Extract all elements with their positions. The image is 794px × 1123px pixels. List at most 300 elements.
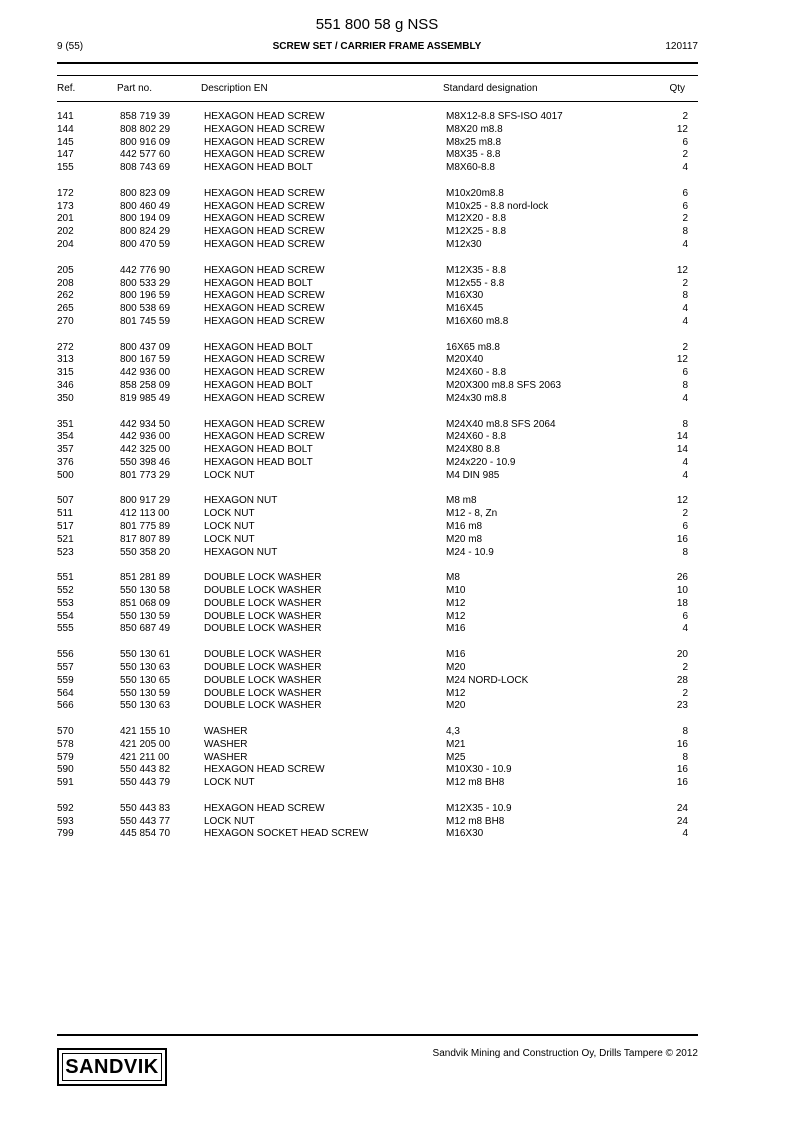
- cell-ref: 552: [57, 585, 74, 597]
- cell-qty: 16: [676, 764, 688, 776]
- table-row: [0, 226, 794, 239]
- table-row: [0, 598, 794, 611]
- table-row: [0, 124, 794, 137]
- cell-part-no: 851 281 89: [120, 572, 171, 584]
- cell-description: HEXAGON HEAD BOLT: [204, 162, 313, 174]
- cell-ref: 511: [57, 508, 73, 520]
- table-row: [0, 316, 794, 329]
- parts-group: [0, 342, 794, 406]
- cell-qty: 14: [676, 431, 688, 443]
- cell-description: HEXAGON HEAD SCREW: [204, 431, 325, 443]
- cell-qty: 4: [682, 303, 688, 315]
- cell-description: HEXAGON HEAD BOLT: [204, 341, 313, 353]
- cell-standard: M12 - 8, Zn: [446, 508, 498, 520]
- cell-part-no: 412 113 00: [120, 508, 170, 520]
- cell-ref: 144: [57, 123, 74, 135]
- parts-group: [0, 649, 794, 713]
- cell-ref: 357: [57, 444, 74, 456]
- cell-description: HEXAGON HEAD SCREW: [204, 213, 325, 225]
- cell-standard: 16X65 m8.8: [446, 341, 500, 353]
- cell-part-no: 442 325 00: [120, 444, 171, 456]
- cell-part-no: 442 776 90: [120, 264, 171, 276]
- cell-ref: 557: [57, 661, 74, 673]
- cell-qty: 12: [676, 354, 688, 366]
- cell-standard: M12: [446, 610, 466, 622]
- cell-ref: 507: [57, 495, 74, 507]
- cell-part-no: 800 194 09: [120, 213, 171, 225]
- cell-ref: 173: [57, 200, 74, 212]
- cell-part-no: 800 167 59: [120, 354, 171, 366]
- cell-description: HEXAGON HEAD SCREW: [204, 136, 325, 148]
- cell-qty: 12: [676, 264, 688, 276]
- cell-qty: 8: [682, 751, 688, 763]
- cell-ref: 147: [57, 149, 74, 161]
- col-header-ref: Ref.: [57, 83, 76, 94]
- header-rule: [57, 62, 698, 64]
- cell-qty: 6: [682, 610, 688, 622]
- cell-standard: M25: [446, 751, 466, 763]
- cell-part-no: 550 130 59: [120, 687, 171, 699]
- cell-standard: M16X30: [446, 290, 484, 302]
- cell-qty: 24: [676, 802, 688, 814]
- cell-part-no: 550 130 63: [120, 661, 171, 673]
- table-row: [0, 534, 794, 547]
- cell-standard: M24X60 - 8.8: [446, 367, 507, 379]
- col-header-part-no: Part no.: [117, 83, 153, 94]
- cell-standard: M8X20 m8.8: [446, 123, 503, 135]
- cell-description: HEXAGON HEAD SCREW: [204, 123, 325, 135]
- cell-qty: 28: [676, 674, 688, 686]
- cell-part-no: 442 577 60: [120, 149, 171, 161]
- cell-qty: 2: [682, 687, 688, 699]
- table-row: [0, 419, 794, 432]
- cell-description: WASHER: [204, 726, 248, 737]
- cell-qty: 2: [682, 111, 688, 122]
- cell-qty: 8: [682, 726, 688, 737]
- cell-description: LOCK NUT: [204, 777, 255, 789]
- cell-part-no: 550 130 63: [120, 700, 171, 712]
- cell-description: HEXAGON SOCKET HEAD SCREW: [204, 828, 369, 840]
- column-header-top-rule: [57, 75, 698, 76]
- cell-qty: 2: [682, 508, 688, 520]
- cell-part-no: 817 807 89: [120, 533, 171, 545]
- cell-part-no: 801 745 59: [120, 315, 171, 327]
- cell-standard: M16X30: [446, 828, 484, 840]
- column-headers: [0, 83, 794, 97]
- table-row: [0, 303, 794, 316]
- cell-part-no: 550 443 77: [120, 815, 171, 827]
- table-row: [0, 649, 794, 662]
- cell-part-no: 800 824 29: [120, 226, 171, 238]
- cell-ref: 521: [57, 533, 74, 545]
- col-header-qty: Qty: [669, 83, 685, 94]
- cell-qty: 6: [682, 520, 688, 532]
- cell-standard: M20X300 m8.8 SFS 2063: [446, 380, 562, 392]
- cell-standard: 4,3: [446, 726, 460, 737]
- parts-group: [0, 495, 794, 559]
- cell-qty: 12: [676, 123, 688, 135]
- table-row: [0, 508, 794, 521]
- cell-part-no: 850 687 49: [120, 623, 171, 635]
- cell-qty: 8: [682, 226, 688, 238]
- cell-qty: 10: [676, 585, 688, 597]
- cell-ref: 559: [57, 674, 74, 686]
- cell-standard: M24x30 m8.8: [446, 392, 507, 404]
- cell-qty: 6: [682, 200, 688, 212]
- cell-qty: 2: [682, 149, 688, 161]
- cell-standard: M21: [446, 738, 466, 750]
- cell-standard: M24 NORD-LOCK: [446, 674, 529, 686]
- cell-qty: 23: [676, 700, 688, 712]
- parts-group: [0, 419, 794, 483]
- cell-qty: 16: [676, 738, 688, 750]
- table-row: [0, 137, 794, 150]
- table-row: [0, 213, 794, 226]
- cell-standard: M12 m8 BH8: [446, 777, 505, 789]
- cell-ref: 579: [57, 751, 74, 763]
- cell-ref: 591: [57, 777, 74, 789]
- cell-ref: 354: [57, 431, 74, 443]
- cell-ref: 570: [57, 726, 74, 737]
- cell-part-no: 808 802 29: [120, 123, 171, 135]
- cell-description: HEXAGON HEAD SCREW: [204, 290, 325, 302]
- cell-part-no: 550 443 83: [120, 802, 171, 814]
- cell-qty: 6: [682, 187, 688, 199]
- cell-part-no: 550 398 46: [120, 456, 171, 468]
- table-row: [0, 688, 794, 701]
- cell-description: HEXAGON HEAD BOLT: [204, 444, 313, 456]
- parts-list: [0, 111, 794, 854]
- cell-description: HEXAGON NUT: [204, 495, 278, 507]
- cell-standard: M24X80 8.8: [446, 444, 500, 456]
- col-header-standard: Standard designation: [443, 83, 538, 94]
- parts-group: [0, 726, 794, 790]
- cell-part-no: 442 936 00: [120, 431, 171, 443]
- doc-title: SCREW SET / CARRIER FRAME ASSEMBLY: [272, 41, 482, 52]
- cell-description: HEXAGON HEAD SCREW: [204, 802, 325, 814]
- cell-qty: 20: [676, 649, 688, 661]
- cell-qty: 4: [682, 469, 688, 481]
- cell-standard: M24X40 m8.8 SFS 2064: [446, 418, 556, 430]
- cell-ref: 578: [57, 738, 74, 750]
- cell-standard: M12X35 - 10.9: [446, 802, 512, 814]
- cell-ref: 272: [57, 341, 74, 353]
- cell-standard: M4 DIN 985: [446, 469, 500, 481]
- cell-description: LOCK NUT: [204, 508, 255, 520]
- cell-description: HEXAGON HEAD SCREW: [204, 764, 325, 776]
- cell-qty: 8: [682, 418, 688, 430]
- cell-part-no: 550 443 82: [120, 764, 171, 776]
- cell-qty: 2: [682, 341, 688, 353]
- cell-description: DOUBLE LOCK WASHER: [204, 700, 322, 712]
- cell-standard: M8x25 m8.8: [446, 136, 502, 148]
- cell-standard: M8X60-8.8: [446, 162, 495, 174]
- cell-ref: 555: [57, 623, 74, 635]
- table-row: [0, 739, 794, 752]
- cell-standard: M24 - 10.9: [446, 546, 494, 558]
- cell-description: DOUBLE LOCK WASHER: [204, 610, 322, 622]
- cell-ref: 564: [57, 687, 74, 699]
- cell-part-no: 858 258 09: [120, 380, 171, 392]
- cell-description: HEXAGON HEAD SCREW: [204, 418, 325, 430]
- cell-description: LOCK NUT: [204, 469, 255, 481]
- cell-description: HEXAGON HEAD SCREW: [204, 200, 325, 212]
- cell-ref: 262: [57, 290, 74, 302]
- table-row: [0, 342, 794, 355]
- column-header-bottom-rule: [57, 101, 698, 102]
- page-number: 9 (55): [57, 41, 84, 52]
- cell-description: HEXAGON HEAD SCREW: [204, 303, 325, 315]
- table-row: [0, 444, 794, 457]
- table-row: [0, 828, 794, 841]
- cell-description: HEXAGON HEAD BOLT: [204, 380, 313, 392]
- cell-qty: 8: [682, 290, 688, 302]
- table-row: [0, 764, 794, 777]
- cell-part-no: 801 773 29: [120, 469, 171, 481]
- cell-part-no: 421 211 00: [120, 751, 170, 763]
- cell-description: DOUBLE LOCK WASHER: [204, 585, 322, 597]
- table-row: [0, 367, 794, 380]
- cell-description: HEXAGON NUT: [204, 546, 278, 558]
- cell-description: LOCK NUT: [204, 520, 255, 532]
- cell-description: DOUBLE LOCK WASHER: [204, 572, 322, 584]
- table-row: [0, 380, 794, 393]
- cell-description: HEXAGON HEAD SCREW: [204, 264, 325, 276]
- cell-qty: 2: [682, 213, 688, 225]
- cell-part-no: 800 823 09: [120, 187, 171, 199]
- cell-qty: 4: [682, 162, 688, 174]
- cell-qty: 24: [676, 815, 688, 827]
- sandvik-logo-text: SANDVIK: [62, 1053, 162, 1081]
- cell-standard: M16: [446, 623, 466, 635]
- cell-standard: M12: [446, 687, 466, 699]
- cell-ref: 517: [57, 520, 74, 532]
- cell-standard: M8 m8: [446, 495, 477, 507]
- cell-ref: 551: [57, 572, 74, 584]
- cell-standard: M12x30: [446, 239, 482, 251]
- cell-part-no: 800 917 29: [120, 495, 171, 507]
- cell-ref: 592: [57, 802, 74, 814]
- cell-description: DOUBLE LOCK WASHER: [204, 674, 322, 686]
- cell-description: DOUBLE LOCK WASHER: [204, 623, 322, 635]
- cell-standard: M12x55 - 8.8: [446, 277, 505, 289]
- parts-group: [0, 265, 794, 329]
- cell-ref: 172: [57, 187, 74, 199]
- sandvik-logo: [57, 1048, 167, 1086]
- cell-ref: 145: [57, 136, 74, 148]
- cell-qty: 4: [682, 456, 688, 468]
- cell-part-no: 801 775 89: [120, 520, 171, 532]
- table-row: [0, 547, 794, 560]
- table-row: [0, 354, 794, 367]
- cell-part-no: 800 538 69: [120, 303, 171, 315]
- cell-qty: 2: [682, 661, 688, 673]
- table-row: [0, 611, 794, 624]
- cell-qty: 8: [682, 380, 688, 392]
- cell-qty: 26: [676, 572, 688, 584]
- cell-standard: M8: [446, 572, 460, 584]
- table-row: [0, 188, 794, 201]
- cell-standard: M8X35 - 8.8: [446, 149, 501, 161]
- cell-standard: M20: [446, 661, 466, 673]
- parts-group: [0, 188, 794, 252]
- table-row: [0, 521, 794, 534]
- cell-ref: 315: [57, 367, 74, 379]
- col-header-description: Description EN: [201, 83, 268, 94]
- cell-part-no: 800 916 09: [120, 136, 171, 148]
- cell-ref: 265: [57, 303, 74, 315]
- cell-description: HEXAGON HEAD SCREW: [204, 149, 325, 161]
- cell-standard: M16: [446, 649, 466, 661]
- cell-part-no: 445 854 70: [120, 828, 171, 840]
- cell-ref: 313: [57, 354, 74, 366]
- cell-ref: 270: [57, 315, 74, 327]
- table-row: [0, 431, 794, 444]
- cell-standard: M16 m8: [446, 520, 483, 532]
- parts-group: [0, 111, 794, 175]
- cell-ref: 553: [57, 597, 74, 609]
- table-row: [0, 700, 794, 713]
- cell-part-no: 800 196 59: [120, 290, 171, 302]
- cell-qty: 4: [682, 623, 688, 635]
- cell-ref: 566: [57, 700, 74, 712]
- cell-qty: 4: [682, 828, 688, 840]
- cell-standard: M24x220 - 10.9: [446, 456, 516, 468]
- cell-ref: 351: [57, 418, 74, 430]
- table-row: [0, 149, 794, 162]
- table-row: [0, 752, 794, 765]
- table-row: [0, 803, 794, 816]
- cell-standard: M20X40: [446, 354, 484, 366]
- table-row: [0, 623, 794, 636]
- cell-standard: M10: [446, 585, 466, 597]
- table-row: [0, 457, 794, 470]
- cell-qty: 16: [676, 777, 688, 789]
- cell-ref: 350: [57, 392, 74, 404]
- cell-description: DOUBLE LOCK WASHER: [204, 597, 322, 609]
- cell-description: LOCK NUT: [204, 815, 255, 827]
- table-row: [0, 290, 794, 303]
- table-row: [0, 675, 794, 688]
- copyright: Sandvik Mining and Construction Oy, Drills Tampere © 2012: [432, 1048, 698, 1059]
- cell-qty: 18: [676, 597, 688, 609]
- table-row: [0, 265, 794, 278]
- cell-ref: 590: [57, 764, 74, 776]
- cell-standard: M10x25 - 8.8 nord-lock: [446, 200, 549, 212]
- cell-ref: 346: [57, 380, 74, 392]
- cell-part-no: 550 130 58: [120, 585, 171, 597]
- cell-standard: M10x20m8.8: [446, 187, 504, 199]
- cell-description: HEXAGON HEAD SCREW: [204, 354, 325, 366]
- cell-part-no: 808 743 69: [120, 162, 171, 174]
- cell-part-no: 858 719 39: [120, 111, 171, 122]
- cell-description: WASHER: [204, 738, 248, 750]
- cell-description: DOUBLE LOCK WASHER: [204, 661, 322, 673]
- cell-qty: 4: [682, 392, 688, 404]
- cell-description: DOUBLE LOCK WASHER: [204, 649, 322, 661]
- cell-part-no: 550 130 65: [120, 674, 171, 686]
- table-row: [0, 726, 794, 739]
- cell-description: WASHER: [204, 751, 248, 763]
- cell-standard: M20 m8: [446, 533, 483, 545]
- cell-ref: 376: [57, 456, 74, 468]
- date-code: 120117: [665, 41, 698, 52]
- cell-ref: 523: [57, 546, 74, 558]
- cell-part-no: 421 205 00: [120, 738, 171, 750]
- cell-ref: 141: [57, 111, 74, 122]
- table-row: [0, 111, 794, 124]
- cell-description: HEXAGON HEAD BOLT: [204, 277, 313, 289]
- table-row: [0, 239, 794, 252]
- cell-qty: 2: [682, 277, 688, 289]
- table-row: [0, 777, 794, 790]
- cell-part-no: 800 533 29: [120, 277, 171, 289]
- cell-part-no: 421 155 10: [120, 726, 171, 737]
- cell-ref: 556: [57, 649, 74, 661]
- cell-part-no: 819 985 49: [120, 392, 171, 404]
- cell-ref: 208: [57, 277, 74, 289]
- cell-qty: 12: [676, 495, 688, 507]
- cell-standard: M12X20 - 8.8: [446, 213, 507, 225]
- parts-group: [0, 803, 794, 841]
- cell-standard: M16X45: [446, 303, 484, 315]
- table-row: [0, 495, 794, 508]
- cell-part-no: 800 437 09: [120, 341, 171, 353]
- cell-qty: 4: [682, 315, 688, 327]
- cell-ref: 201: [57, 213, 74, 225]
- cell-description: HEXAGON HEAD SCREW: [204, 315, 325, 327]
- cell-description: HEXAGON HEAD SCREW: [204, 392, 325, 404]
- cell-ref: 155: [57, 162, 74, 174]
- cell-standard: M12: [446, 597, 466, 609]
- footer-rule: [57, 1034, 698, 1036]
- doc-number: 551 800 58 g NSS: [315, 16, 439, 33]
- cell-description: HEXAGON HEAD SCREW: [204, 111, 325, 122]
- parts-group: [0, 572, 794, 636]
- cell-part-no: 550 130 59: [120, 610, 171, 622]
- cell-ref: 204: [57, 239, 74, 251]
- cell-qty: 16: [676, 533, 688, 545]
- cell-ref: 799: [57, 828, 74, 840]
- cell-part-no: 800 470 59: [120, 239, 171, 251]
- cell-part-no: 442 934 50: [120, 418, 171, 430]
- table-row: [0, 470, 794, 483]
- cell-qty: 4: [682, 239, 688, 251]
- cell-qty: 14: [676, 444, 688, 456]
- cell-part-no: 851 068 09: [120, 597, 171, 609]
- cell-description: HEXAGON HEAD BOLT: [204, 456, 313, 468]
- cell-ref: 202: [57, 226, 74, 238]
- cell-standard: M12 m8 BH8: [446, 815, 505, 827]
- cell-standard: M20: [446, 700, 466, 712]
- cell-qty: 6: [682, 136, 688, 148]
- table-row: [0, 585, 794, 598]
- cell-ref: 593: [57, 815, 74, 827]
- cell-part-no: 550 358 20: [120, 546, 171, 558]
- cell-part-no: 442 936 00: [120, 367, 171, 379]
- table-row: [0, 162, 794, 175]
- cell-qty: 8: [682, 546, 688, 558]
- table-row: [0, 278, 794, 291]
- cell-description: HEXAGON HEAD SCREW: [204, 239, 325, 251]
- cell-ref: 205: [57, 264, 74, 276]
- table-row: [0, 572, 794, 585]
- cell-description: DOUBLE LOCK WASHER: [204, 687, 322, 699]
- cell-ref: 500: [57, 469, 74, 481]
- cell-standard: M16X60 m8.8: [446, 315, 509, 327]
- table-row: [0, 662, 794, 675]
- cell-description: HEXAGON HEAD SCREW: [204, 187, 325, 199]
